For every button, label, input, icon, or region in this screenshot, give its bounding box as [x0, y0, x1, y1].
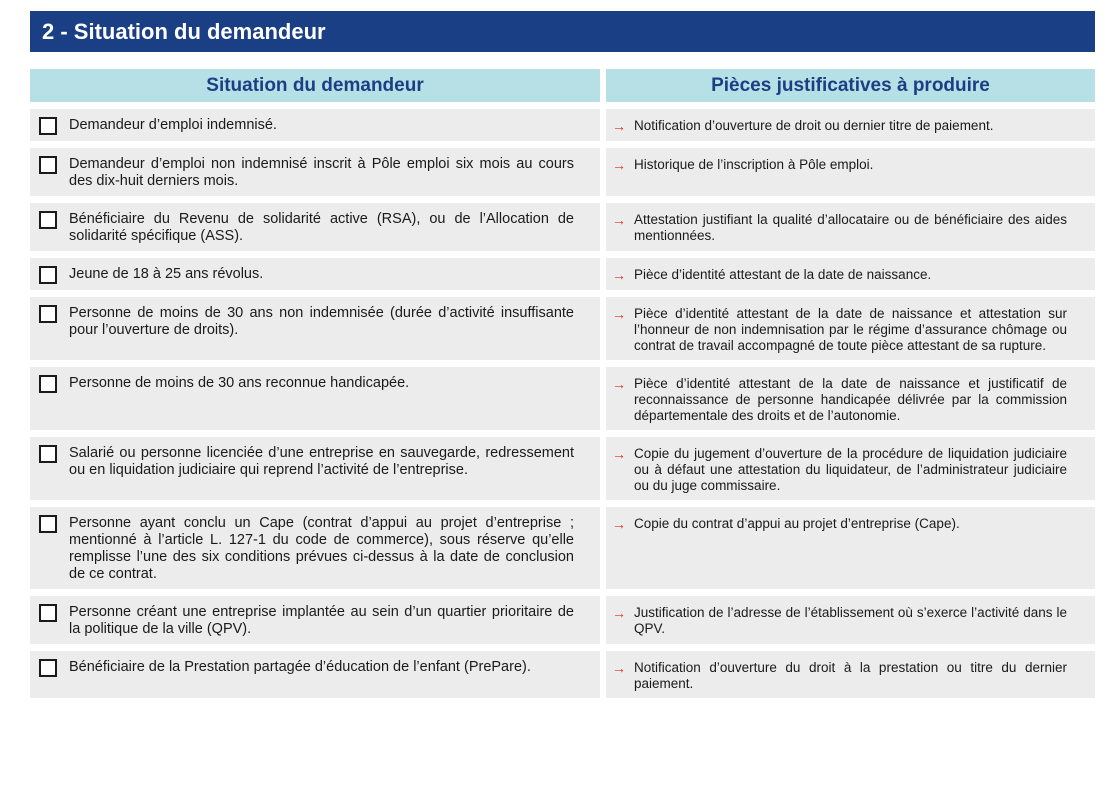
arrow-right-icon: → — [612, 376, 626, 392]
arrow-right-icon: → — [612, 660, 626, 676]
checkbox[interactable] — [39, 604, 57, 622]
header-pieces: Pièces justificatives à produire — [606, 69, 1095, 102]
situation-cell — [30, 258, 600, 290]
table-row — [30, 507, 1095, 589]
table-row — [30, 651, 1095, 698]
pieces-cell — [606, 109, 1095, 141]
situation-table — [30, 69, 1095, 705]
pieces-cell — [606, 148, 1095, 196]
situation-text: Bénéficiaire du Revenu de solidarité active (RSA), ou de l’Allocation de solidarité spécifique (ASS). — [69, 211, 574, 244]
table-row — [30, 437, 1095, 500]
situation-text: Personne de moins de 30 ans non indemnisée (durée d’activité insuffisante pour l’ouverture de droits). — [69, 305, 574, 338]
pieces-cell — [606, 651, 1095, 698]
situation-cell — [30, 203, 600, 251]
checkbox[interactable] — [39, 211, 57, 229]
pieces-text: Justification de l’adresse de l’établissement où s’exerce l’activité dans le QPV. — [634, 605, 1067, 636]
arrow-right-icon: → — [612, 118, 626, 134]
pieces-cell — [606, 367, 1095, 430]
table-row — [30, 109, 1095, 141]
checkbox[interactable] — [39, 156, 57, 174]
table-row — [30, 203, 1095, 251]
situation-cell — [30, 651, 600, 698]
pieces-cell — [606, 596, 1095, 644]
arrow-right-icon: → — [612, 212, 626, 228]
situation-text: Personne ayant conclu un Cape (contrat d’appui au projet d’entreprise ; mentionné à l’article L. 127-1 du code de commerce), sous réserve qu’elle remplisse l’une des six conditions prévues ci-dessus à la date de conclusion de ce contrat. — [69, 515, 574, 582]
arrow-right-icon: → — [612, 605, 626, 621]
table-row — [30, 297, 1095, 360]
table-row — [30, 258, 1095, 290]
situation-text: Bénéficiaire de la Prestation partagée d’éducation de l’enfant (PrePare). — [69, 659, 531, 675]
pieces-cell — [606, 203, 1095, 251]
checkbox[interactable] — [39, 375, 57, 393]
arrow-right-icon: → — [612, 306, 626, 322]
checkbox[interactable] — [39, 117, 57, 135]
pieces-text: Historique de l’inscription à Pôle emploi. — [634, 157, 874, 172]
table-header — [30, 69, 1095, 102]
checkbox[interactable] — [39, 266, 57, 284]
situation-cell — [30, 148, 600, 196]
situation-text: Demandeur d’emploi indemnisé. — [69, 117, 277, 133]
pieces-text: Pièce d’identité attestant de la date de naissance et attestation sur l’honneur de non indemnisation par le régime d’assurance chômage ou contrat de travail accompagné de toute pièce attestant de sa rupture. — [634, 306, 1067, 353]
arrow-right-icon: → — [612, 157, 626, 173]
pieces-text: Copie du contrat d’appui au projet d’entreprise (Cape). — [634, 516, 960, 531]
situation-cell — [30, 297, 600, 360]
pieces-text: Notification d’ouverture de droit ou dernier titre de paiement. — [634, 118, 994, 133]
situation-text: Salarié ou personne licenciée d’une entreprise en sauvegarde, redressement ou en liquidation judiciaire qui reprend l’activité de l’entreprise. — [69, 445, 574, 478]
checkbox[interactable] — [39, 659, 57, 677]
situation-text: Personne créant une entreprise implantée au sein d’un quartier prioritaire de la politique de la ville (QPV). — [69, 604, 574, 637]
checkbox[interactable] — [39, 445, 57, 463]
pieces-cell — [606, 437, 1095, 500]
situation-cell — [30, 507, 600, 589]
situation-cell — [30, 367, 600, 430]
arrow-right-icon: → — [612, 446, 626, 462]
arrow-right-icon: → — [612, 267, 626, 283]
situation-text: Personne de moins de 30 ans reconnue handicapée. — [69, 375, 410, 391]
pieces-cell — [606, 507, 1095, 589]
situation-cell — [30, 437, 600, 500]
pieces-text: Attestation justifiant la qualité d’allocataire ou de bénéficiaire des aides mentionnées. — [634, 212, 1067, 243]
situation-text: Jeune de 18 à 25 ans révolus. — [69, 266, 264, 282]
arrow-right-icon: → — [612, 516, 626, 532]
pieces-text: Copie du jugement d’ouverture de la procédure de liquidation judiciaire ou à défaut une attestation du liquidateur, de l’administrateur judiciaire ou du juge commissaire. — [634, 446, 1067, 493]
situation-cell — [30, 596, 600, 644]
situation-cell — [30, 109, 600, 141]
section-title: 2 - Situation du demandeur — [30, 11, 1095, 52]
header-situation: Situation du demandeur — [30, 69, 600, 102]
table-row — [30, 148, 1095, 196]
checkbox[interactable] — [39, 305, 57, 323]
table-row — [30, 596, 1095, 644]
pieces-cell — [606, 258, 1095, 290]
table-row — [30, 367, 1095, 430]
pieces-cell — [606, 297, 1095, 360]
pieces-text: Pièce d’identité attestant de la date de naissance et justificatif de reconnaissance de personne handicapée délivrée par la commission départementale des droits et de l’autonomie. — [634, 376, 1067, 423]
pieces-text: Notification d’ouverture du droit à la prestation ou titre du dernier paiement. — [634, 660, 1067, 691]
pieces-text: Pièce d’identité attestant de la date de naissance. — [634, 267, 932, 282]
checkbox[interactable] — [39, 515, 57, 533]
situation-text: Demandeur d’emploi non indemnisé inscrit à Pôle emploi six mois au cours des dix-huit derniers mois. — [69, 156, 574, 189]
